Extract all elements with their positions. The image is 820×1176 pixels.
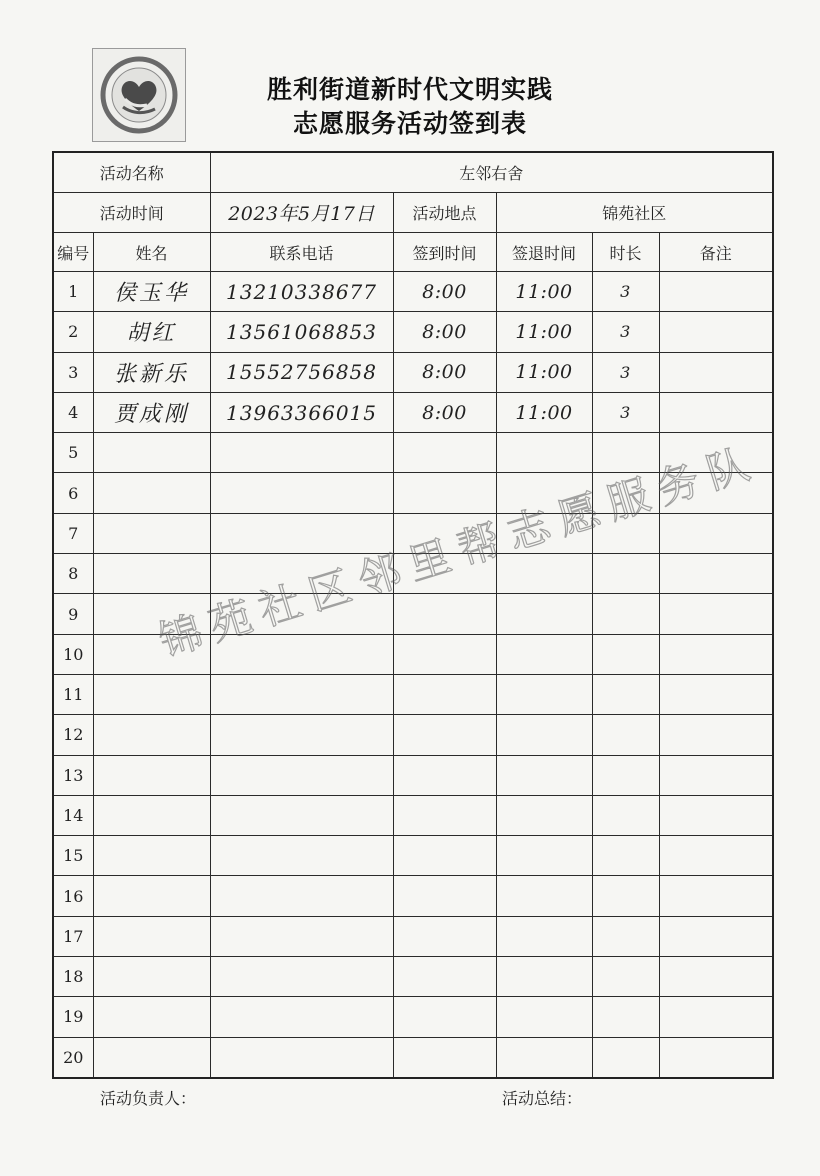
cell-hours: [592, 957, 659, 997]
table-row: [53, 594, 773, 634]
cell-note: [659, 755, 773, 795]
cell-phone: [210, 433, 393, 473]
cell-note: [659, 674, 773, 714]
cell-phone: 15552756858: [210, 352, 393, 392]
cell-out: [496, 836, 592, 876]
cell-note: [659, 836, 773, 876]
cell-in: [393, 634, 496, 674]
cell-phone: [210, 473, 393, 513]
cell-name: [93, 876, 210, 916]
cell-out: [496, 715, 592, 755]
table-row: [53, 272, 773, 312]
cell-in: [393, 916, 496, 956]
cell-in: [393, 554, 496, 594]
column-header-row: [53, 233, 773, 272]
cell-in: [393, 997, 496, 1037]
cell-phone: [210, 755, 393, 795]
cell-no: 13: [53, 755, 93, 795]
cell-in: [393, 473, 496, 513]
table-row: [53, 312, 773, 352]
cell-phone: [210, 836, 393, 876]
cell-note: [659, 473, 773, 513]
cell-phone: 13963366015: [210, 392, 393, 432]
cell-no: 15: [53, 836, 93, 876]
table-row: [53, 634, 773, 674]
table-row: [53, 957, 773, 997]
table-row: [53, 876, 773, 916]
location-value: 锦苑社区: [496, 193, 773, 233]
cell-no: 17: [53, 916, 93, 956]
cell-name: [93, 433, 210, 473]
cell-name: [93, 554, 210, 594]
cell-out: [496, 674, 592, 714]
cell-out: 11:00: [496, 352, 592, 392]
cell-out: [496, 997, 592, 1037]
cell-phone: 13561068853: [210, 312, 393, 352]
cell-name: [93, 836, 210, 876]
cell-name: [93, 957, 210, 997]
cell-hours: [592, 997, 659, 1037]
cell-note: [659, 916, 773, 956]
cell-hours: [592, 634, 659, 674]
cell-in: 8:00: [393, 312, 496, 352]
cell-no: 18: [53, 957, 93, 997]
table-row: [53, 392, 773, 432]
cell-phone: [210, 554, 393, 594]
cell-in: [393, 674, 496, 714]
table-row: [53, 916, 773, 956]
cell-in: [393, 957, 496, 997]
cell-no: 8: [53, 554, 93, 594]
table-row: [53, 352, 773, 392]
cell-no: 11: [53, 674, 93, 714]
cell-no: 2: [53, 312, 93, 352]
cell-in: [393, 755, 496, 795]
header-name: 姓名: [93, 233, 210, 272]
cell-out: [496, 433, 592, 473]
cell-note: [659, 957, 773, 997]
table-row: [53, 755, 773, 795]
cell-hours: [592, 433, 659, 473]
table-row: [53, 715, 773, 755]
cell-hours: [592, 715, 659, 755]
cell-hours: [592, 473, 659, 513]
cell-note: [659, 392, 773, 432]
activity-name-value: 左邻右舍: [210, 152, 773, 193]
table-row: [53, 795, 773, 835]
cell-out: [496, 554, 592, 594]
cell-hours: 3: [592, 312, 659, 352]
cell-in: [393, 513, 496, 553]
cell-name: [93, 513, 210, 553]
cell-no: 6: [53, 473, 93, 513]
cell-no: 19: [53, 997, 93, 1037]
watermark: 锦苑社区邻里帮志愿服务队: [153, 436, 765, 666]
cell-name: 张新乐: [93, 352, 210, 392]
cell-phone: [210, 674, 393, 714]
cell-name: [93, 1037, 210, 1078]
cell-phone: [210, 916, 393, 956]
activity-name-label: 活动名称: [53, 152, 210, 193]
cell-name: [93, 755, 210, 795]
cell-note: [659, 634, 773, 674]
cell-name: 胡红: [93, 312, 210, 352]
table-row: [53, 997, 773, 1037]
cell-note: [659, 594, 773, 634]
cell-out: [496, 876, 592, 916]
cell-name: 侯玉华: [93, 272, 210, 312]
cell-phone: [210, 513, 393, 553]
cell-out: [496, 634, 592, 674]
cell-phone: [210, 1037, 393, 1078]
cell-no: 16: [53, 876, 93, 916]
sign-in-table: [52, 151, 774, 1079]
cell-name: [93, 594, 210, 634]
cell-out: [496, 1037, 592, 1078]
cell-no: 3: [53, 352, 93, 392]
cell-name: [93, 674, 210, 714]
activity-date-value: 2023年5月17日: [210, 193, 393, 233]
cell-phone: [210, 997, 393, 1037]
table-row: [53, 473, 773, 513]
header-no: 编号: [53, 233, 93, 272]
cell-name: [93, 634, 210, 674]
activity-time-row: [53, 193, 773, 233]
location-label: 活动地点: [393, 193, 496, 233]
volunteer-logo: [92, 48, 186, 142]
cell-hours: 3: [592, 352, 659, 392]
cell-phone: [210, 594, 393, 634]
header-duration: 时长: [592, 233, 659, 272]
cell-out: [496, 916, 592, 956]
cell-out: [496, 957, 592, 997]
header-sign-out: 签退时间: [496, 233, 592, 272]
table-row: [53, 554, 773, 594]
activity-time-label: 活动时间: [53, 193, 210, 233]
cell-note: [659, 1037, 773, 1078]
cell-in: 8:00: [393, 352, 496, 392]
cell-name: [93, 715, 210, 755]
activity-name-row: [53, 152, 773, 193]
cell-in: [393, 1037, 496, 1078]
cell-note: [659, 513, 773, 553]
cell-note: [659, 876, 773, 916]
cell-note: [659, 272, 773, 312]
cell-note: [659, 554, 773, 594]
cell-no: 1: [53, 272, 93, 312]
cell-in: 8:00: [393, 272, 496, 312]
cell-note: [659, 433, 773, 473]
cell-out: [496, 795, 592, 835]
cell-hours: [592, 594, 659, 634]
cell-in: [393, 715, 496, 755]
cell-name: [93, 473, 210, 513]
header-remarks: 备注: [659, 233, 773, 272]
cell-phone: [210, 795, 393, 835]
cell-phone: [210, 957, 393, 997]
cell-hours: [592, 876, 659, 916]
heart-hands-icon: [93, 49, 185, 141]
cell-phone: [210, 634, 393, 674]
cell-in: 8:00: [393, 392, 496, 432]
table-row: [53, 513, 773, 553]
cell-no: 4: [53, 392, 93, 432]
cell-note: [659, 795, 773, 835]
cell-no: 10: [53, 634, 93, 674]
cell-name: [93, 997, 210, 1037]
cell-no: 20: [53, 1037, 93, 1078]
summary-label: 活动总结：: [502, 1089, 583, 1108]
cell-name: [93, 916, 210, 956]
table-row: [53, 674, 773, 714]
cell-no: 12: [53, 715, 93, 755]
page-subtitle: 志愿服务活动签到表: [292, 109, 527, 138]
cell-hours: [592, 755, 659, 795]
cell-note: [659, 312, 773, 352]
cell-hours: [592, 1037, 659, 1078]
cell-hours: 3: [592, 392, 659, 432]
cell-phone: [210, 715, 393, 755]
cell-hours: [592, 554, 659, 594]
cell-name: 贾成刚: [93, 392, 210, 432]
cell-in: [393, 433, 496, 473]
cell-hours: [592, 674, 659, 714]
cell-out: 11:00: [496, 272, 592, 312]
cell-out: [496, 513, 592, 553]
cell-in: [393, 594, 496, 634]
cell-no: 7: [53, 513, 93, 553]
cell-no: 9: [53, 594, 93, 634]
cell-phone: [210, 876, 393, 916]
cell-in: [393, 876, 496, 916]
cell-out: 11:00: [496, 392, 592, 432]
cell-out: [496, 594, 592, 634]
cell-hours: [592, 795, 659, 835]
cell-note: [659, 997, 773, 1037]
cell-no: 14: [53, 795, 93, 835]
cell-hours: [592, 513, 659, 553]
header-phone: 联系电话: [210, 233, 393, 272]
leader-label: 活动负责人：: [100, 1089, 197, 1108]
cell-in: [393, 836, 496, 876]
cell-out: 11:00: [496, 312, 592, 352]
page-title: 胜利街道新时代文明实践: [266, 75, 553, 104]
cell-no: 5: [53, 433, 93, 473]
cell-hours: [592, 836, 659, 876]
cell-hours: [592, 916, 659, 956]
cell-note: [659, 715, 773, 755]
cell-hours: 3: [592, 272, 659, 312]
cell-in: [393, 795, 496, 835]
cell-out: [496, 473, 592, 513]
table-row: [53, 433, 773, 473]
table-row: [53, 1037, 773, 1078]
cell-note: [659, 352, 773, 392]
table-row: [53, 836, 773, 876]
cell-phone: 13210338677: [210, 272, 393, 312]
header-sign-in: 签到时间: [393, 233, 496, 272]
cell-out: [496, 755, 592, 795]
cell-name: [93, 795, 210, 835]
